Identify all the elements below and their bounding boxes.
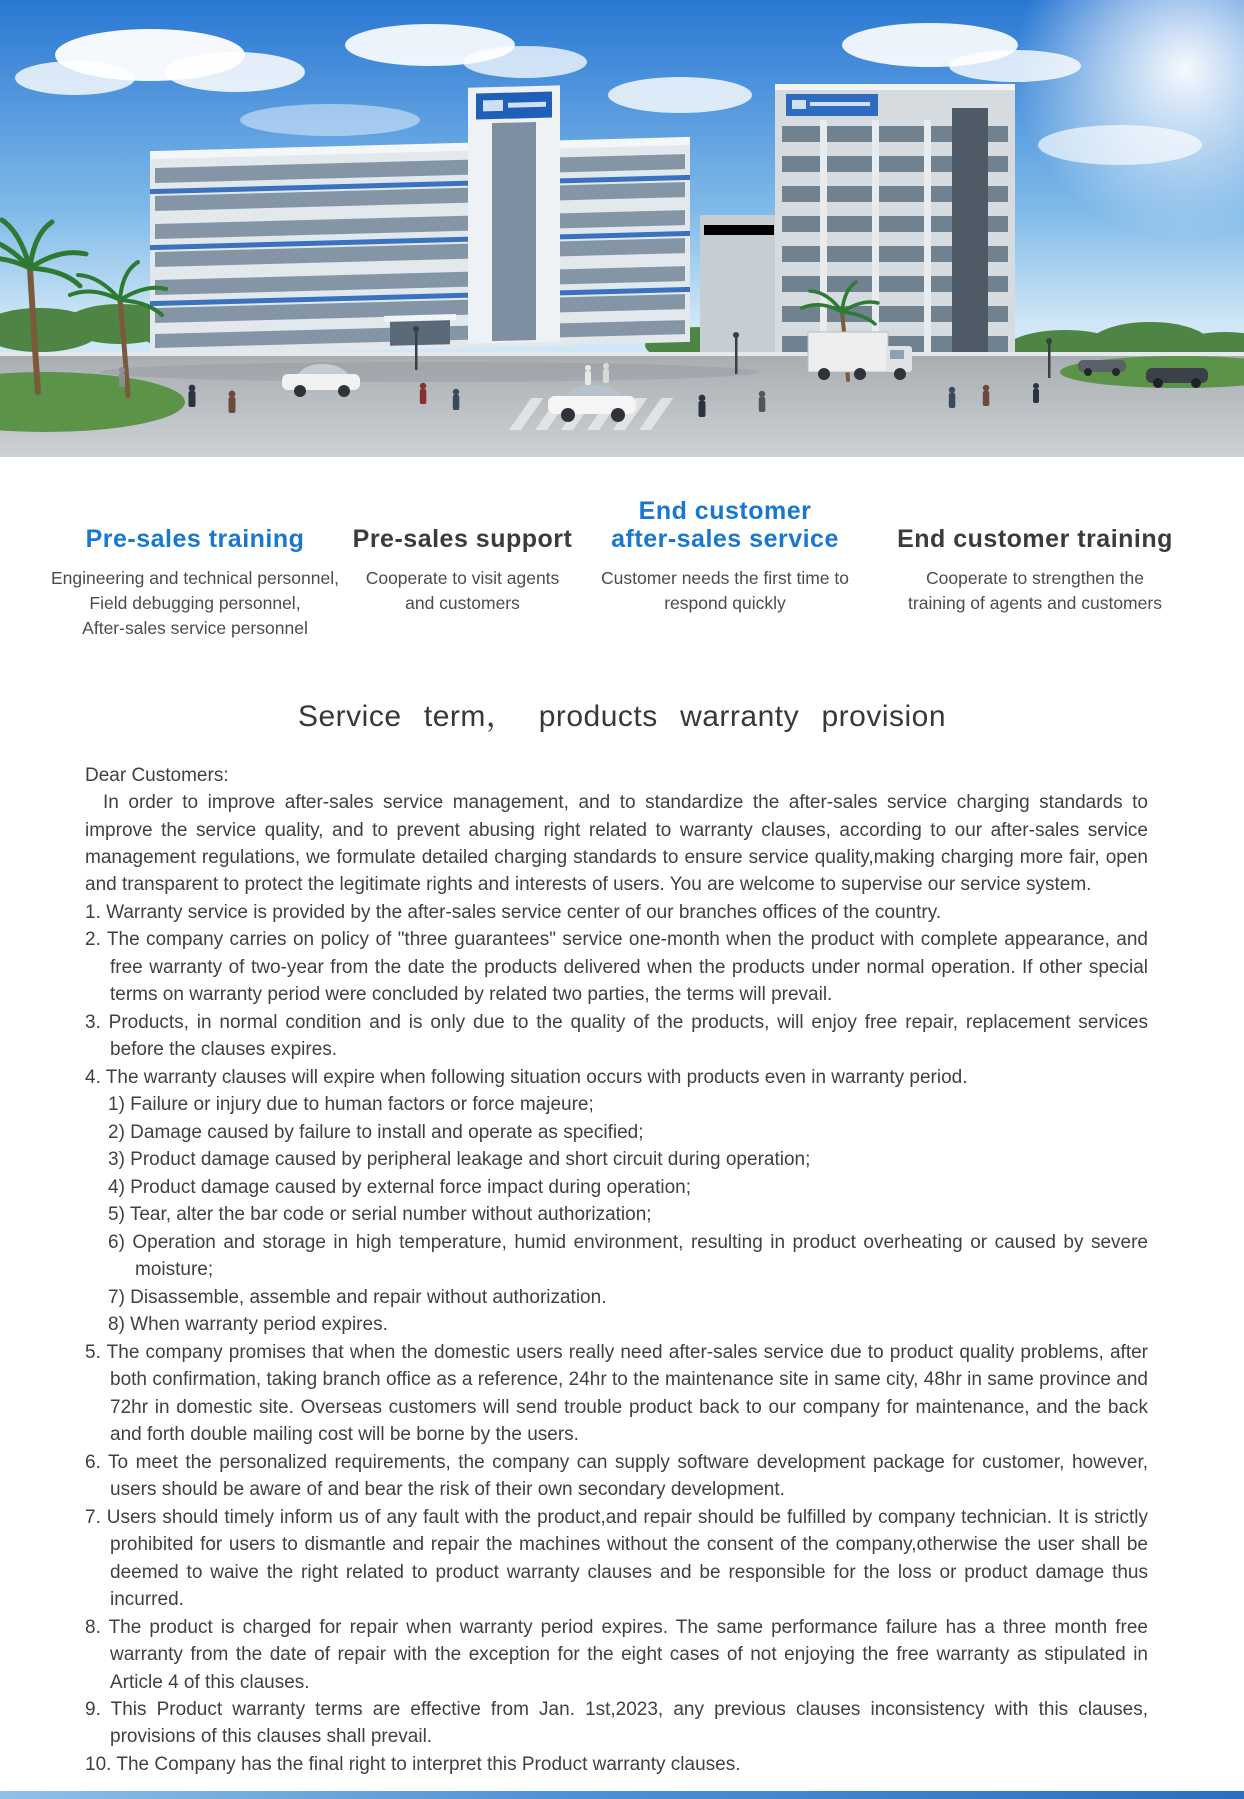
warranty-subitem-7: 7) Disassemble, assemble and repair without authorization. [108, 1286, 607, 1308]
warranty-item-9: 9. This Product warranty terms are effective from Jan. 1st,2023, any previous clauses inconsistency with this clauses, provisions of this clauses shall prevail. [85, 1699, 1148, 1748]
warranty-item-6: 6. To meet the personalized requirements, the company can supply software development package for customer, however, users should be aware of and bear the risk of their own secondary development. [85, 1451, 1148, 1501]
feature-end-customer-after-sales-service [580, 489, 870, 641]
feature-description: Customer needs the first time to respond quickly [600, 568, 850, 613]
warranty-subitem-3: 3) Product damage caused by peripheral leakage and short circuit during operation; [108, 1149, 811, 1171]
warranty-subitem-4: 4) Product damage caused by external force impact during operation; [108, 1176, 691, 1198]
feature-title-line: after-sales service [611, 525, 839, 553]
service-feature-strip [0, 457, 1244, 641]
warranty-item-7: 7. Users should timely inform us of any fault with the product,and repair should be fulfilled by company technician. It is strictly prohibited for users to dismantle and repair the machines without the consent of the company,otherwise the user shall be deemed to waive the right related to product warranty clauses and be responsible for the loss or product damage thus incurred. [85, 1506, 1148, 1611]
warranty-item-2: 2. The company carries on policy of "three guarantees" service one-month when the product with complete appearance, and free warranty of two-year from the date the products delivered when the products under normal operation. If other special terms on warranty period were concluded by related two parties, the terms will prevail. [85, 929, 1148, 1006]
feature-title [345, 489, 580, 553]
warranty-subitem-2: 2) Damage caused by failure to install and operate as specified; [108, 1121, 644, 1143]
hero-campus-image [0, 0, 1244, 457]
feature-title [580, 489, 870, 553]
warranty-item-1: 1. Warranty service is provided by the after-sales service center of our branches offices of the country. [85, 901, 942, 923]
warranty-item-3: 3. Products, in normal condition and is only due to the quality of the products, will enjoy free repair, replacement services before the clauses expires. [85, 1011, 1148, 1061]
warranty-item-5: 5. The company promises that when the domestic users really need after-sales service due to product quality problems, after both confirmation, taking branch office as a reference, 24hr to the maintenance site in same city, 48hr in same province and 72hr in domestic site. Overseas customers will send trouble product back to our company for maintenance, and the back and forth double mailing cost will be borne by the users. [85, 1341, 1148, 1446]
feature-description: Cooperate to visit agents and customers [365, 568, 560, 613]
feature-end-customer-training [870, 489, 1200, 641]
warranty-subitem-1: 1) Failure or injury due to human factors or force majeure; [108, 1094, 594, 1116]
page-title: Service term， products warranty provision [297, 699, 947, 733]
salutation: Dear Customers: [85, 764, 229, 786]
warranty-item-8: 8. The product is charged for repair when warranty period expires. The same performance failure has a three month free warranty from the date of repair with the exception for the eight cases of not enjoying the free warranty as stipulated in Article 4 of this clauses. [85, 1616, 1148, 1693]
footer-accent-bar [0, 1791, 1244, 1799]
campus-illustration [0, 0, 1244, 457]
feature-pre-sales-training [45, 489, 345, 641]
feature-title-line: Pre-sales support [352, 525, 573, 553]
warranty-item-4: 4. The warranty clauses will expire when following situation occurs with products even in warranty period. [85, 1066, 968, 1088]
warranty-subitem-6: 6) Operation and storage in high temperature, humid environment, resulting in product overheating or caused by severe moisture; [108, 1231, 1148, 1281]
feature-title-line: End customer training [897, 525, 1173, 553]
intro-paragraph: In order to improve after-sales service management, and to standardize the after-sales service charging standards to improve the service quality, and to prevent abusing right related to warranty clauses, according to our after-sales service management regulations, we formulate detailed charging standards to ensure service quality,making charging more fair, open and transparent to protect the legitimate rights and interests of users. You are welcome to supervise our service system. [85, 792, 1148, 896]
warranty-document [85, 762, 1148, 1779]
feature-title [45, 489, 345, 553]
feature-pre-sales-support [345, 489, 580, 641]
feature-title-line: Pre-sales training [85, 525, 305, 553]
feature-description: Engineering and technical personnel, Field debugging personnel, After-sales service personnel [51, 568, 339, 638]
feature-title-line: End customer [638, 497, 812, 525]
feature-title [870, 489, 1200, 553]
warranty-subitem-8: 8) When warranty period expires. [108, 1314, 388, 1336]
warranty-item-10: 10. The Company has the final right to interpret this Product warranty clauses. [85, 1753, 741, 1775]
feature-description: Cooperate to strengthen the training of agents and customers [908, 568, 1162, 613]
warranty-subitem-5: 5) Tear, alter the bar code or serial number without authorization; [108, 1204, 652, 1226]
